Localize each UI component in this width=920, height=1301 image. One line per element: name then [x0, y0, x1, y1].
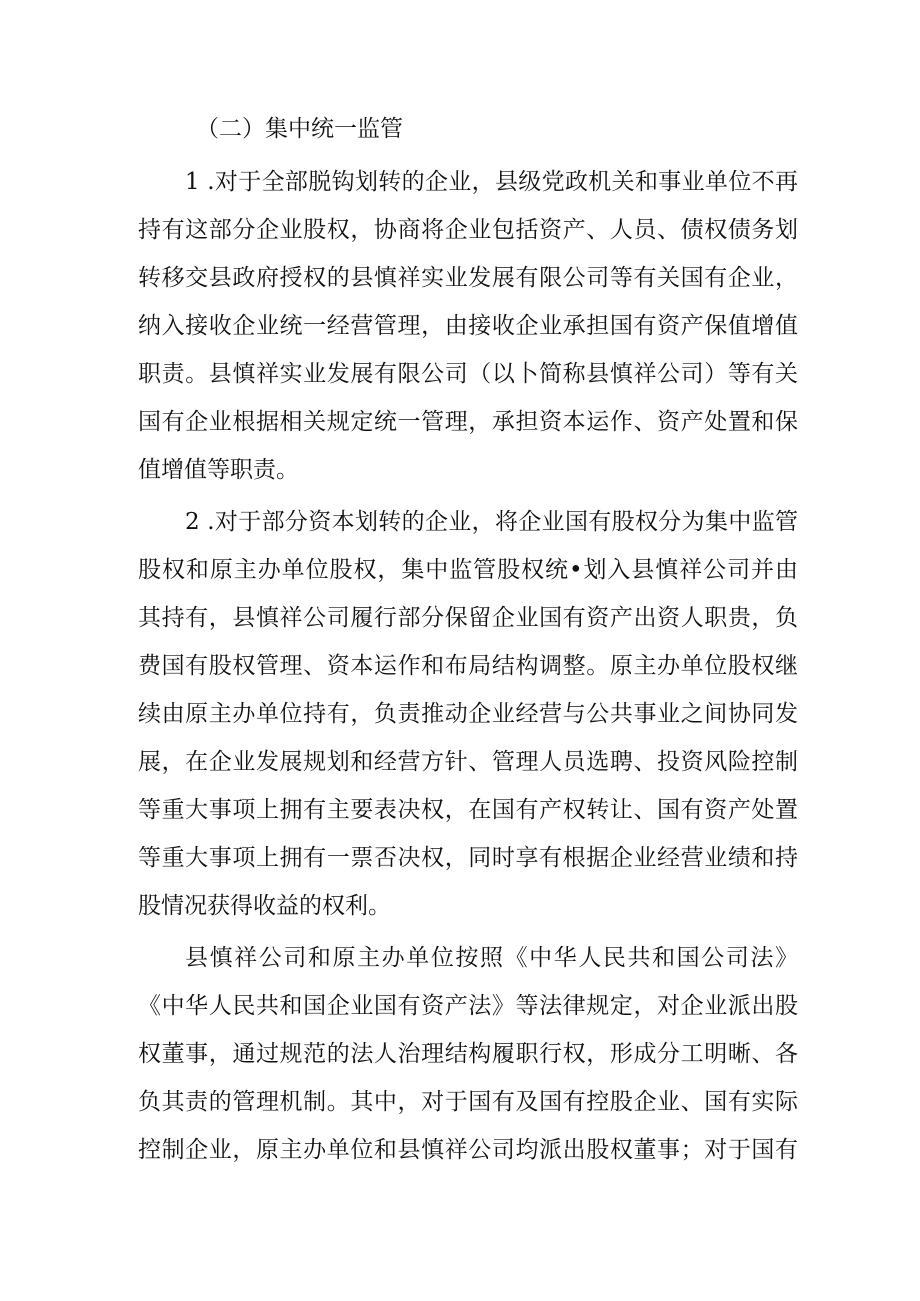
paragraph-2-line-8: 等重大事项上拥有一票否决权，同时享有根据企业经营业绩和持 — [138, 845, 798, 871]
paragraph-1-line-3: 转移交县政府授权的县慎祥实业发展有限公司等有关国有企业， — [138, 265, 798, 291]
paragraph-1-line-4: 纳入接收企业统一经营管理，由接收企业承担国有资产保值增值 — [138, 313, 798, 339]
paragraph-2-line-4: 费国有股权管理、资本运作和布局结构调整。原主办单位股权继 — [138, 653, 798, 679]
paragraph-2-line-1: 2 .对于部分资本划转的企业，将企业国有股权分为集中监管 — [185, 509, 798, 535]
paragraph-3-line-1: 县慎祥公司和原主办单位按照《中华人民共和国公司法》 — [185, 945, 798, 971]
paragraph-1-line-5: 职责。县慎祥实业发展有限公司（以卜简称县慎祥公司）等有关 — [138, 361, 798, 387]
paragraph-1-line-2: 持有这部分企业股权，协商将企业包括资产、人员、债权债务划 — [138, 217, 798, 243]
paragraph-2-line-5: 续由原主办单位持有，负责推动企业经营与公共事业之间协同发 — [138, 701, 798, 727]
paragraph-2-line-7: 等重大事项上拥有主要表决权，在国有产权转让、国有资产处置 — [138, 797, 798, 823]
paragraph-3-line-5: 控制企业，原主办单位和县慎祥公司均派出股权董事；对于国有 — [138, 1137, 798, 1163]
paragraph-2-line-2: 股权和原主办单位股权，集中监管股权统•划入县慎祥公司并由 — [138, 557, 798, 583]
paragraph-2-line-3: 其持有，县慎祥公司履行部分保留企业国有资产出资人职贵，负 — [138, 605, 798, 631]
paragraph-3-line-3: 权董事，通过规范的法人治理结构履职行权，形成分工明晰、各 — [138, 1041, 798, 1067]
paragraph-3-line-2: 《中华人民共和国企业国有资产法》等法律规定，对企业派出股 — [138, 993, 798, 1019]
paragraph-2-line-6: 展，在企业发展规划和经营方针、管理人员选聘、投资风险控制 — [138, 749, 798, 775]
paragraph-1-line-6: 国有企业根据相关规定统一管理，承担资本运作、资产处置和保 — [138, 409, 798, 435]
paragraph-1-line-7: 值增值等职责。 — [138, 457, 299, 483]
paragraph-3-line-4: 负其责的管理机制。其中，对于国有及国有控股企业、国有实际 — [138, 1089, 798, 1115]
paragraph-2-line-9: 股情况获得收益的权利。 — [138, 893, 391, 919]
section-heading: （二）集中统一监管 — [196, 116, 403, 142]
paragraph-1-line-1: 1 .对于全部脱钩划转的企业，县级党政机关和事业单位不再 — [185, 169, 798, 195]
